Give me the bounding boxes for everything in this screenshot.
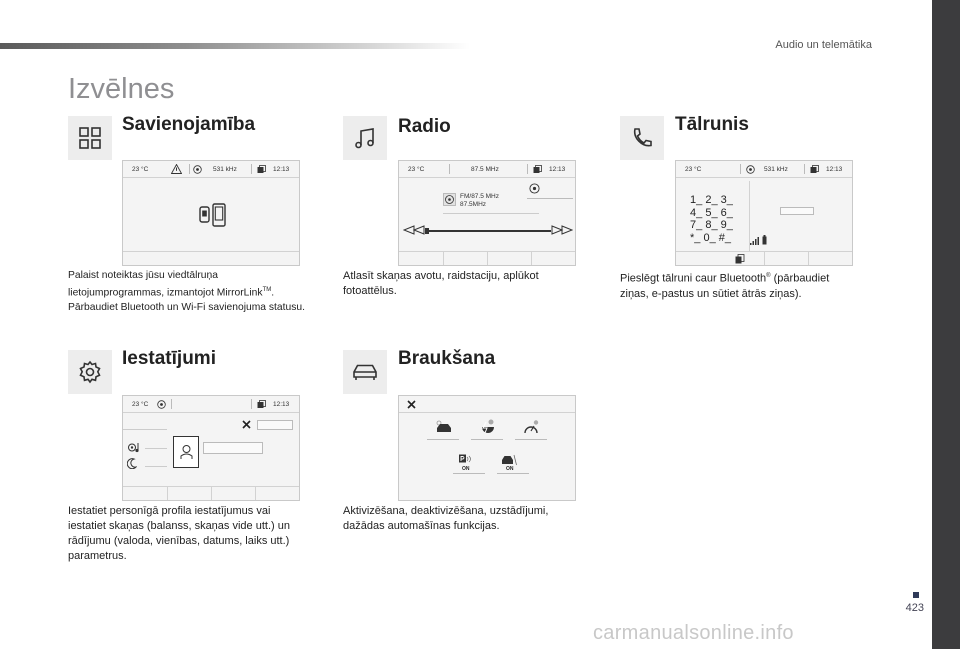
- gear-icon: [68, 350, 112, 394]
- status-bar: [676, 161, 852, 178]
- music-note-icon: [343, 116, 387, 160]
- page-marker: [913, 592, 919, 598]
- page-number: 423: [905, 602, 924, 614]
- phone-description: Pieslēgt tālruni caur Bluetooth® (pārbaudiet ziņas, e-pastus un sūtiet ātrās ziņas).: [620, 272, 830, 300]
- driving-screen: [398, 395, 576, 501]
- contacts-icon[interactable]: [735, 254, 745, 264]
- temp-readout: 23 °C: [685, 166, 702, 173]
- tuning-slider[interactable]: [425, 230, 551, 232]
- battery-icon: [762, 235, 767, 245]
- freq-readout: 531 kHz: [213, 166, 237, 173]
- radio-description: Atlasīt skaņas avotu, raidstaciju, aplūkot fotoattēlus.: [343, 270, 539, 297]
- settings-screen: [122, 395, 300, 501]
- watermark: carmanualsonline.info: [593, 622, 794, 644]
- temp-readout: 23 °C: [408, 166, 425, 173]
- radio-wave-icon: [746, 165, 755, 174]
- keypad-row: 1_ 2_ 3_: [690, 194, 733, 206]
- number-input[interactable]: [780, 207, 814, 215]
- eco-mode-icon[interactable]: [479, 419, 495, 435]
- status-bar: [399, 396, 575, 413]
- connectivity-title: Savienojamība: [122, 114, 256, 135]
- keypad-row: 7_ 8_ 9_: [690, 219, 733, 231]
- driving-assist-icon[interactable]: [435, 420, 453, 434]
- time-readout: 12:13: [273, 166, 290, 173]
- screen-bottom-row: [399, 251, 575, 265]
- phone-title: Tālrunis: [675, 114, 749, 135]
- radio-wave-icon: [157, 400, 166, 409]
- user-profile-icon: [180, 444, 193, 460]
- time-readout: 12:13: [826, 166, 843, 173]
- radio-title: Radio: [398, 116, 451, 137]
- media-icon: [810, 165, 819, 174]
- freq-readout: 531 kHz: [764, 166, 788, 173]
- page-title: Izvēlnes: [68, 73, 175, 105]
- signal-strength-icon: [750, 237, 759, 245]
- lane-assist-icon[interactable]: [501, 454, 517, 466]
- temp-readout: 23 °C: [132, 401, 149, 408]
- media-icon: [257, 165, 266, 174]
- status-bar: [123, 161, 299, 178]
- screen-bottom-row: [123, 251, 299, 265]
- keypad-row: 4_ 5_ 6_: [690, 206, 733, 219]
- phone-handset-icon: [620, 116, 664, 160]
- speedometer-icon[interactable]: [523, 420, 539, 435]
- driving-description: Aktivizēšana, deaktivizēšana, uzstādījumi, dažādas automašīnas funkcijas.: [343, 505, 549, 532]
- radio-wave-icon: [193, 165, 202, 174]
- close-icon[interactable]: [407, 400, 416, 409]
- seek-forward-icon[interactable]: [551, 225, 573, 235]
- settings-field[interactable]: [257, 420, 293, 430]
- phone-keypad[interactable]: [690, 194, 733, 244]
- car-icon: [343, 350, 387, 394]
- media-icon: [533, 165, 542, 174]
- top-decor-bar: [0, 43, 470, 49]
- media-icon: [257, 400, 266, 409]
- profile-button[interactable]: [173, 436, 199, 468]
- lane-status-on: ON: [506, 466, 514, 472]
- audio-settings-icon[interactable]: [127, 442, 143, 453]
- close-icon[interactable]: [242, 420, 251, 429]
- header-section-title: Audio un telemātika: [775, 39, 872, 51]
- freq-readout: 87.5 MHz: [471, 166, 499, 173]
- side-chapter-tab: [932, 0, 960, 649]
- station-info: FM/87.5 MHz 87.5MHz: [460, 193, 500, 208]
- keypad-row: *_ 0_ #_: [690, 231, 732, 244]
- settings-description: Iestatiet personīgā profila iestatījumus vai iestatiet skaņas (balanss, skaņas vide utt.) un rādījumu (valoda, vienības, datums, laiks utt.) parametrus.: [68, 505, 290, 562]
- grid-apps-icon: [68, 116, 112, 160]
- settings-title: Iestatījumi: [122, 348, 216, 369]
- connectivity-screen: [122, 160, 300, 266]
- temp-readout: 23 °C: [132, 166, 149, 173]
- warning-icon: [171, 164, 182, 174]
- parking-sensor-icon[interactable]: [457, 454, 473, 466]
- parking-status-on: ON: [462, 466, 470, 472]
- mirrorlink-phones-icon: [199, 203, 227, 227]
- night-mode-icon[interactable]: [127, 458, 137, 469]
- screen-bottom-row: [676, 251, 852, 265]
- time-readout: 12:13: [549, 166, 566, 173]
- status-bar: [399, 161, 575, 178]
- seek-back-icon[interactable]: [403, 225, 425, 235]
- time-readout: 12:13: [273, 401, 290, 408]
- profile-name-field[interactable]: [203, 442, 263, 454]
- station-logo-icon: [443, 193, 456, 206]
- radio-screen: [398, 160, 576, 266]
- connectivity-description: Palaist noteiktas jūsu viedtālruņa lietojumprogrammas, izmantojot MirrorLink™. Pārbaudiet Bluetooth un Wi-Fi savienojuma statusu.: [68, 270, 305, 314]
- radio-wave-icon[interactable]: [529, 183, 540, 194]
- driving-title: Braukšana: [398, 348, 496, 369]
- screen-bottom-row: [123, 486, 299, 500]
- phone-screen: [675, 160, 853, 266]
- status-bar: [123, 396, 299, 413]
